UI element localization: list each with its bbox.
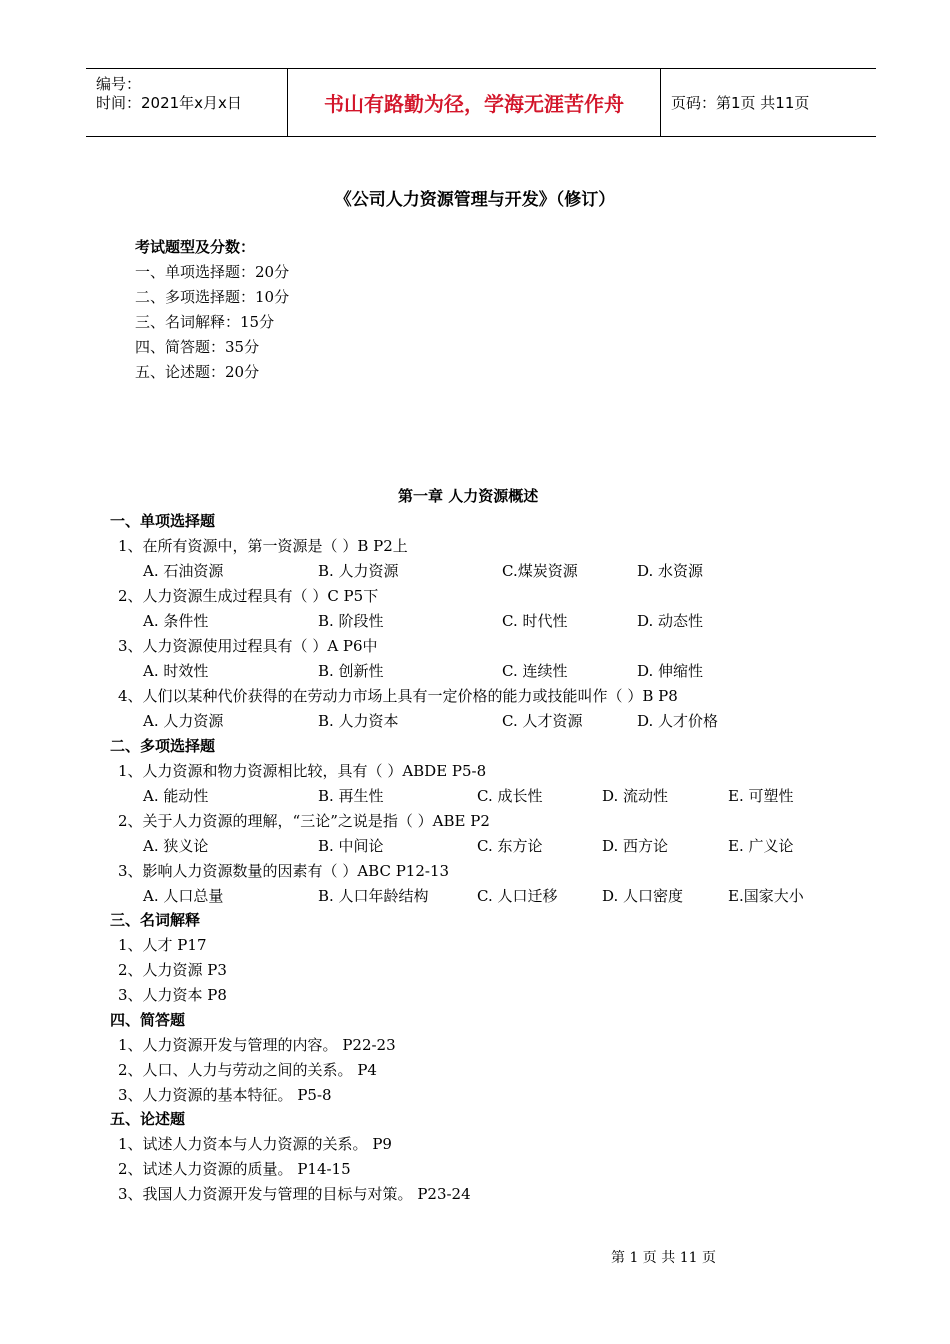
option: E. 广义论 (728, 837, 794, 855)
option: D. 人口密度 (602, 887, 684, 905)
exam-heading: 考试题型及分数： (135, 238, 256, 256)
exam-item: 五、论述题：20分 (135, 363, 260, 381)
header-left (86, 69, 286, 136)
option: C. 人才资源 (502, 712, 583, 730)
page-footer: 第 1 页 共 11 页 (611, 1250, 716, 1266)
chapter-title: 第一章 人力资源概述 (398, 487, 539, 505)
option: B. 中间论 (318, 837, 384, 855)
time-label: 时间：2021年x月x日 (96, 94, 242, 112)
question: 1、试述人力资本与人力资源的关系。 P9 (118, 1135, 392, 1153)
option: E. 可塑性 (728, 787, 794, 805)
question: 1、在所有资源中，第一资源是（ ）B P2上 (118, 537, 408, 555)
option: A. 石油资源 (143, 562, 224, 580)
option: A. 人口总量 (143, 887, 224, 905)
option: D. 流动性 (602, 787, 669, 805)
question: 3、人力资本 P8 (118, 986, 227, 1004)
exam-item: 四、简答题：35分 (135, 338, 260, 356)
option: B. 人力资源 (318, 562, 399, 580)
page-header (86, 68, 876, 137)
option: B. 人力资本 (318, 712, 399, 730)
page-label: 页码：第1页 共11页 (671, 94, 810, 112)
question: 4、人们以某种代价获得的在劳动力市场上具有一定价格的能力或技能叫作（ ）B P8 (118, 687, 678, 705)
question: 3、影响人力资源数量的因素有（ ）ABC P12-13 (118, 862, 450, 880)
option: C. 人口迁移 (477, 887, 558, 905)
option: D. 西方论 (602, 837, 669, 855)
section-heading-single-choice: 一、单项选择题 (110, 512, 216, 530)
option: B. 阶段性 (318, 612, 384, 630)
section-heading-essay: 五、论述题 (110, 1110, 186, 1128)
option: B. 创新性 (318, 662, 384, 680)
header-motto: 书山有路勤为径，学海无涯苦作舟 (287, 69, 661, 136)
exam-item: 二、多项选择题：10分 (135, 288, 290, 306)
option: C. 时代性 (502, 612, 568, 630)
question: 2、试述人力资源的质量。 P14-15 (118, 1160, 351, 1178)
option: D. 动态性 (637, 612, 704, 630)
exam-item: 一、单项选择题：20分 (135, 263, 290, 281)
question: 2、人口、人力与劳动之间的关系。 P4 (118, 1061, 377, 1079)
question: 1、人才 P17 (118, 936, 207, 954)
id-label: 编号： (96, 75, 142, 93)
option: C. 东方论 (477, 837, 543, 855)
option: C. 成长性 (477, 787, 543, 805)
question: 2、人力资源生成过程具有（ ）C P5下 (118, 587, 379, 605)
option: C.煤炭资源 (502, 562, 578, 580)
section-heading-short-answer: 四、简答题 (110, 1011, 186, 1029)
header-right (661, 69, 876, 136)
option: B. 人口年龄结构 (318, 887, 429, 905)
exam-item: 三、名词解释：15分 (135, 313, 275, 331)
option: D. 伸缩性 (637, 662, 704, 680)
document-title: 《公司人力资源管理与开发》（修订） (334, 190, 616, 210)
option: A. 时效性 (143, 662, 209, 680)
section-heading-multiple-choice: 二、多项选择题 (110, 737, 216, 755)
option: A. 人力资源 (143, 712, 224, 730)
option: A. 条件性 (143, 612, 209, 630)
question: 2、关于人力资源的理解，“三论”之说是指（ ）ABE P2 (118, 812, 490, 830)
question: 2、人力资源 P3 (118, 961, 227, 979)
question: 3、人力资源使用过程具有（ ）A P6中 (118, 637, 378, 655)
option: A. 能动性 (143, 787, 209, 805)
option: E.国家大小 (728, 887, 804, 905)
question: 3、我国人力资源开发与管理的目标与对策。 P23-24 (118, 1185, 471, 1203)
section-heading-terms: 三、名词解释 (110, 911, 201, 929)
option: B. 再生性 (318, 787, 384, 805)
option: C. 连续性 (502, 662, 568, 680)
question: 3、人力资源的基本特征。 P5-8 (118, 1086, 332, 1104)
question: 1、人力资源开发与管理的内容。 P22-23 (118, 1036, 396, 1054)
option: D. 人才价格 (637, 712, 719, 730)
option: D. 水资源 (637, 562, 704, 580)
option: A. 狭义论 (143, 837, 209, 855)
question: 1、人力资源和物力资源相比较，具有（ ）ABDE P5-8 (118, 762, 487, 780)
